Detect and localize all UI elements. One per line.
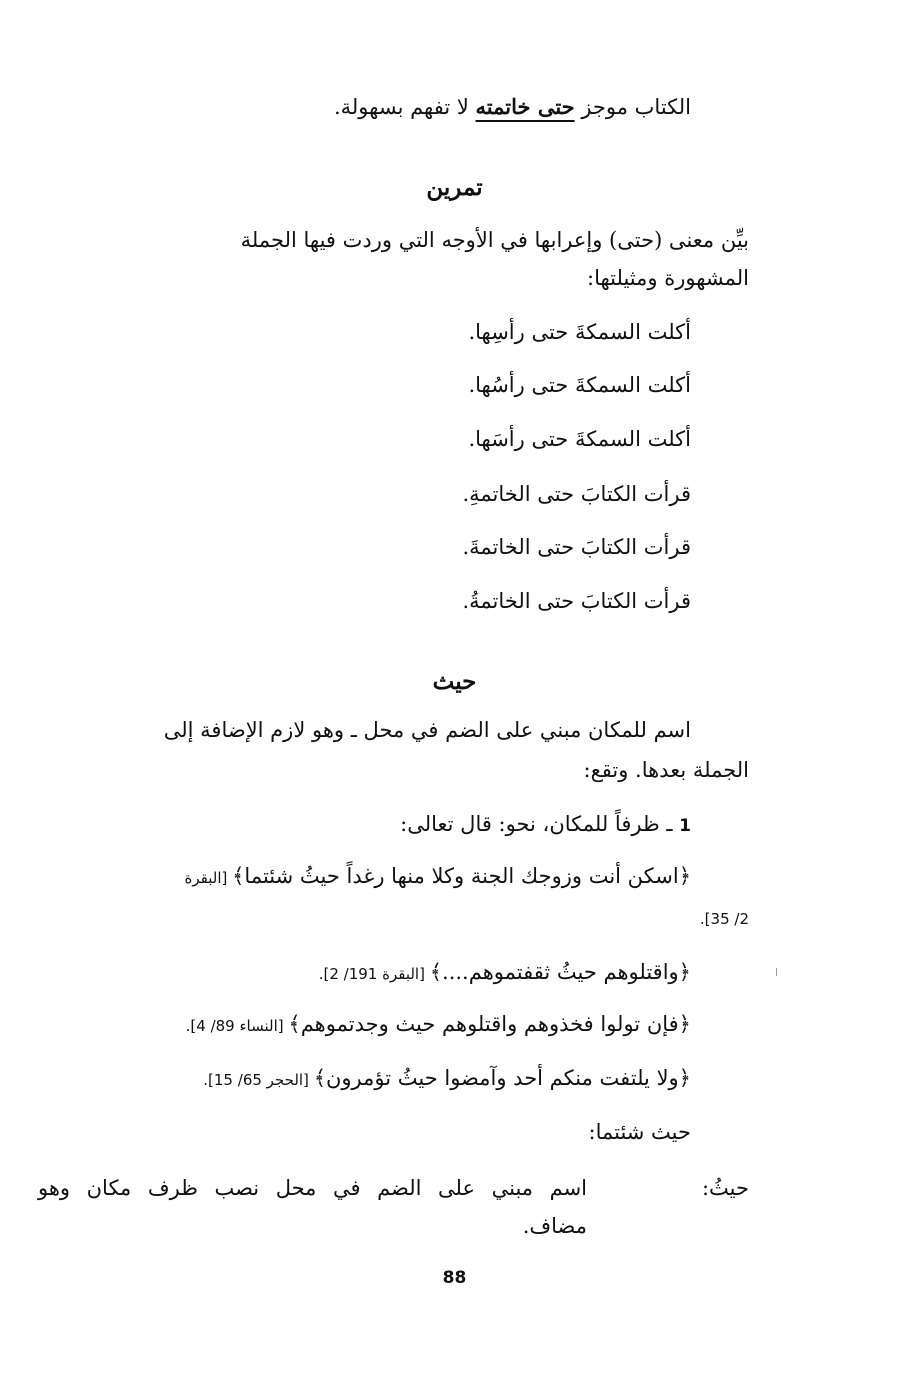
verse-1 [185, 864, 691, 888]
parsing-definition-line2: مضاف. [522, 1214, 587, 1238]
parsing-definition-line1: اسم مبني على الضم في محل نصب ظرف مكان وهو [38, 1176, 587, 1200]
verse-reference: [النساء 89/ 4]. [185, 1017, 289, 1035]
verse-2 [319, 960, 691, 984]
usage-item-1 [400, 812, 691, 836]
exercise-example: قرأت الكتابَ حتى الخاتمةَ. [462, 535, 691, 559]
item-number: 1 [679, 816, 691, 836]
scan-mark [776, 968, 777, 976]
exercise-example: أكلت السمكةَ حتى رأسَها. [468, 427, 691, 451]
verse-reference: [البقرة 191/ 2]. [318, 965, 430, 983]
underlined-phrase: حتى خاتمته [475, 94, 575, 119]
verse-1-reference-continued: 2/ 35]. [699, 910, 749, 928]
parsing-term: حيثُ: [701, 1176, 749, 1200]
haythu-heading: حيث [432, 668, 477, 695]
exercise-example: أكلت السمكةَ حتى رأسِها. [468, 320, 691, 344]
exercise-example: قرأت الكتابَ حتى الخاتمةِ. [462, 482, 691, 506]
haythu-intro-line2: الجملة بعدها. وتقع: [583, 758, 749, 782]
exercise-instruction-line1: بيِّن معنى (حتى) وإعرابها في الأوجه التي وردت فيها الجملة [240, 228, 749, 252]
exercise-instruction-line2: المشهورة ومثيلتها: [587, 266, 749, 290]
verse-text: ﴿واقتلوهم حيثُ ثقفتموهم....﴾ [429, 960, 691, 984]
parsing-phrase: حيث شئتما: [588, 1120, 691, 1144]
page-number: 88 [442, 1268, 467, 1288]
verse-text: ﴿اسكن أنت وزوجك الجنة وكلا منها رغداً حيثُ شئتما﴾ [232, 864, 691, 888]
verse-4 [203, 1066, 691, 1090]
verse-text: ﴿ولا يلتفت منكم أحد وآمضوا حيثُ تؤمرون﴾ [313, 1066, 691, 1090]
exercise-example: أكلت السمكةَ حتى رأسُها. [468, 373, 691, 397]
haythu-intro-line1: اسم للمكان مبني على الضم في محل ـ وهو لازم الإضافة إلى [163, 718, 691, 742]
exercise-heading: تمرين [426, 174, 483, 201]
item-text: ـ ظرفاً للمكان، نحو: قال تعالى: [400, 812, 680, 836]
exercise-example: قرأت الكتابَ حتى الخاتمةُ. [462, 589, 691, 613]
top-sentence [334, 94, 691, 119]
verse-reference: [البقرة [184, 869, 233, 887]
top-sentence-start: الكتاب موجز [574, 95, 691, 119]
top-sentence-end: لا تفهم بسهولة. [333, 95, 476, 119]
verse-text: ﴿فإن تولوا فخذوهم واقتلوهم حيث وجدتموهم﴾ [288, 1012, 691, 1036]
verse-reference: [الحجر 65/ 15]. [203, 1071, 314, 1089]
verse-3 [186, 1012, 691, 1036]
